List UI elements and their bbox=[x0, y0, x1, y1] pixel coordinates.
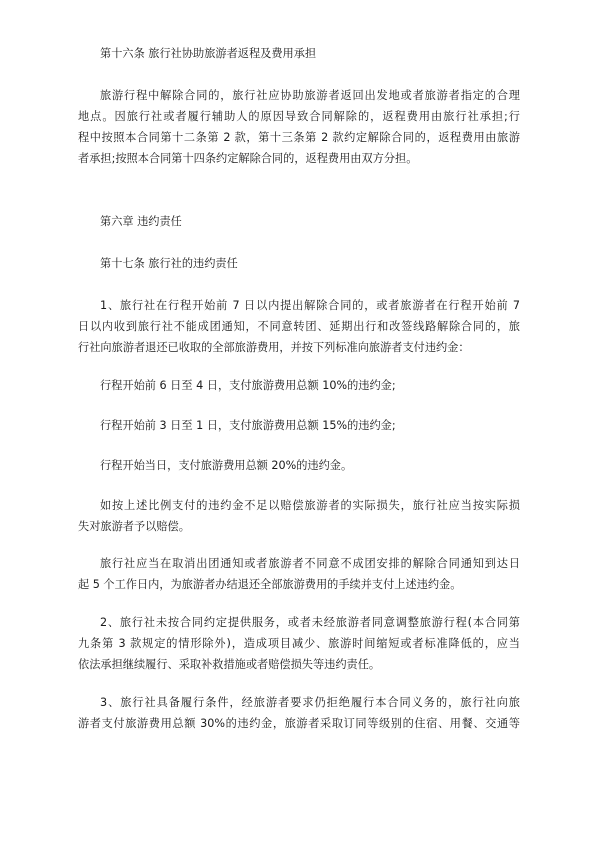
text-line: 者承担;按照本合同第十四条约定解除合同的，返程费用由双方分担。 bbox=[78, 152, 418, 165]
insufficient-compensation bbox=[78, 495, 520, 537]
article-17-item-2 bbox=[78, 612, 520, 675]
text-line: 第十七条 旅行社的违约责任 bbox=[100, 257, 238, 270]
penalty-rate-2 bbox=[78, 415, 520, 436]
text-line: 旅游行程中解除合同的，旅行社应协助旅游者返回出发地或者旅游者指定的合理 bbox=[100, 89, 520, 102]
text-line: 行社向旅游者退还已收取的全部旅游费用，并按下列标准向旅游者支付违约金： bbox=[78, 341, 470, 354]
text-line: 第十六条 旅行社协助旅游者返程及费用承担 bbox=[100, 47, 317, 60]
text-line: 如按上述比例支付的违约金不足以赔偿旅游者的实际损失，旅行社应当按实际损 bbox=[100, 499, 520, 512]
text-line: 九条第 3 款规定的情形除外)，造成项目减少、旅游时间缩短或者标准降低的，应当 bbox=[78, 637, 520, 650]
article-16-body bbox=[78, 85, 520, 169]
text-line: 行程开始前 6 日至 4 日，支付旅游费用总额 10%的违约金; bbox=[100, 379, 396, 392]
text-line: 起 5 个工作日内，为旅游者办结退还全部旅游费用的手续并支付上述违约金。 bbox=[78, 578, 462, 591]
text-line: 游者支付旅游费用总额 30%的违约金，旅游者采取订同等级别的住宿、用餐、交通等 bbox=[78, 717, 520, 730]
text-line: 程中按照本合同第十二条第 2 款，第十三条第 2 款约定解除合同的，返程费用由旅游 bbox=[78, 131, 520, 144]
text-line: 行程开始当日，支付旅游费用总额 20%的违约金。 bbox=[100, 459, 353, 472]
text-line: 日以内收到旅行社不能成团通知，不同意转团、延期出行和改签线路解除合同的，旅 bbox=[78, 320, 520, 333]
text-line: 2、旅行社未按合同约定提供服务，或者未经旅游者同意调整旅游行程(本合同第 bbox=[100, 616, 520, 629]
penalty-rate-1 bbox=[78, 375, 520, 396]
text-line: 行程开始前 3 日至 1 日，支付旅游费用总额 15%的违约金; bbox=[100, 419, 396, 432]
text-line: 失对旅游者予以赔偿。 bbox=[78, 520, 190, 533]
text-line: 第六章 违约责任 bbox=[100, 215, 182, 228]
article-16-heading bbox=[78, 43, 520, 64]
article-17-item-3 bbox=[78, 692, 520, 734]
chapter-6-heading bbox=[78, 211, 520, 232]
refund-deadline bbox=[78, 553, 520, 595]
article-17-item-1 bbox=[78, 295, 520, 358]
text-line: 旅行社应当在取消出团通知或者旅游者不同意不成团安排的解除合同通知到达日 bbox=[100, 557, 520, 570]
text-line: 3、旅行社具备履行条件，经旅游者要求仍拒绝履行本合同义务的，旅行社向旅 bbox=[100, 696, 520, 709]
text-line: 地点。因旅行社或者履行辅助人的原因导致合同解除的，返程费用由旅行社承担;行 bbox=[78, 110, 520, 123]
penalty-rate-3 bbox=[78, 455, 520, 476]
article-17-heading bbox=[78, 253, 520, 274]
text-line: 依法承担继续履行、采取补救措施或者赔偿损失等违约责任。 bbox=[78, 658, 381, 671]
text-line: 1、旅行社在行程开始前 7 日以内提出解除合同的，或者旅游者在行程开始前 7 bbox=[100, 299, 520, 312]
